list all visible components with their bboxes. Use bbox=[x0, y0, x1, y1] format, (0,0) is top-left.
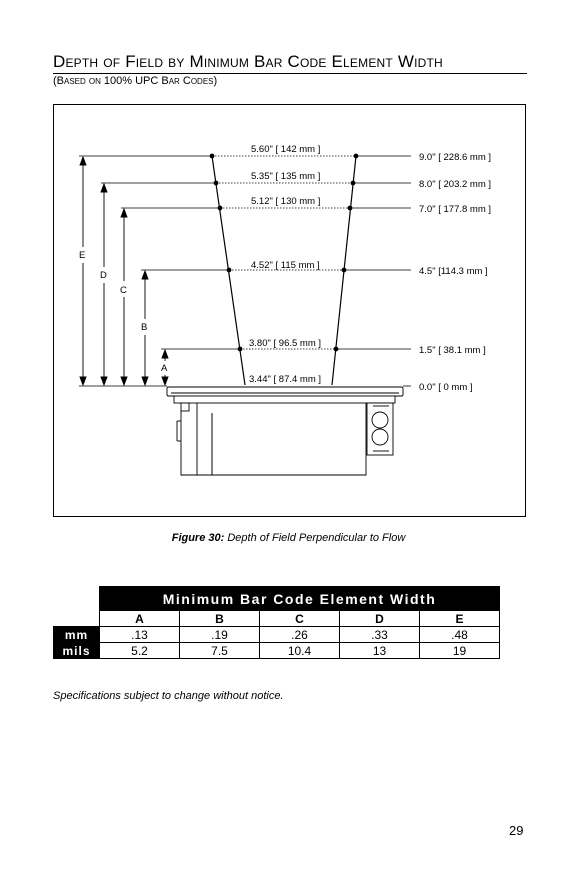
table-cell: .26 bbox=[260, 627, 340, 643]
width-label-1: 5.60" [ 142 mm ] bbox=[251, 144, 321, 155]
figure-caption bbox=[0, 532, 577, 544]
table-cell: .19 bbox=[180, 627, 260, 643]
figure-caption-label: Figure 30: bbox=[171, 532, 225, 544]
level-8-0 bbox=[101, 171, 491, 190]
scanner-device-drawing bbox=[167, 387, 403, 475]
level-1-5 bbox=[161, 338, 486, 356]
row-header-mm: mm bbox=[54, 627, 100, 643]
table-cell: .48 bbox=[420, 627, 500, 643]
dim-letter-a: A bbox=[161, 363, 168, 374]
dim-letter-d: D bbox=[100, 270, 107, 281]
table-row bbox=[54, 627, 500, 643]
table-banner: Minimum Bar Code Element Width bbox=[100, 587, 500, 611]
height-label-1: 9.0" [ 228.6 mm ] bbox=[419, 152, 492, 163]
dimension-arrows bbox=[80, 157, 168, 385]
height-label-2: 8.0" [ 203.2 mm ] bbox=[419, 179, 492, 190]
element-width-table bbox=[53, 586, 500, 659]
table-cell: 7.5 bbox=[180, 643, 260, 659]
col-header-e: E bbox=[420, 611, 500, 627]
page-title: Depth of Field by Minimum Bar Code Element Width bbox=[53, 52, 443, 71]
table-row bbox=[54, 643, 500, 659]
col-header-b: B bbox=[180, 611, 260, 627]
table-cell: .13 bbox=[100, 627, 180, 643]
width-label-3: 5.12" [ 130 mm ] bbox=[251, 196, 321, 207]
height-label-3: 7.0" [ 177.8 mm ] bbox=[419, 204, 492, 215]
figure-caption-text: Depth of Field Perpendicular to Flow bbox=[224, 532, 406, 544]
col-header-a: A bbox=[100, 611, 180, 627]
level-7-0 bbox=[121, 196, 491, 215]
level-4-5 bbox=[141, 260, 488, 277]
width-label-5: 3.80" [ 96.5 mm ] bbox=[249, 338, 322, 349]
level-9-0 bbox=[79, 144, 491, 163]
row-header-mils: mils bbox=[54, 643, 100, 659]
page-subtitle: (Based on 100% UPC Bar Codes) bbox=[53, 75, 218, 87]
page-number: 29 bbox=[509, 823, 524, 838]
dim-letter-e: E bbox=[79, 250, 86, 261]
dim-letter-c: C bbox=[120, 285, 127, 296]
col-header-d: D bbox=[340, 611, 420, 627]
table-cell: .33 bbox=[340, 627, 420, 643]
dim-letter-b: B bbox=[141, 322, 148, 333]
width-label-6: 3.44" [ 87.4 mm ] bbox=[249, 374, 322, 385]
col-header-c: C bbox=[260, 611, 340, 627]
width-label-4: 4.52" [ 115 mm ] bbox=[251, 260, 320, 271]
height-label-4: 4.5" [114.3 mm ] bbox=[419, 266, 488, 277]
figure-frame bbox=[53, 104, 526, 517]
depth-of-field-diagram bbox=[1, 1, 577, 893]
specification-note: Specifications subject to change without notice. bbox=[53, 690, 284, 702]
table-cell: 19 bbox=[420, 643, 500, 659]
width-label-2: 5.35" [ 135 mm ] bbox=[251, 171, 321, 182]
table-cell: 5.2 bbox=[100, 643, 180, 659]
height-label-6: 0.0" [ 0 mm ] bbox=[419, 382, 473, 393]
table-cell: 13 bbox=[340, 643, 420, 659]
height-label-5: 1.5" [ 38.1 mm ] bbox=[419, 345, 486, 356]
table-cell: 10.4 bbox=[260, 643, 340, 659]
